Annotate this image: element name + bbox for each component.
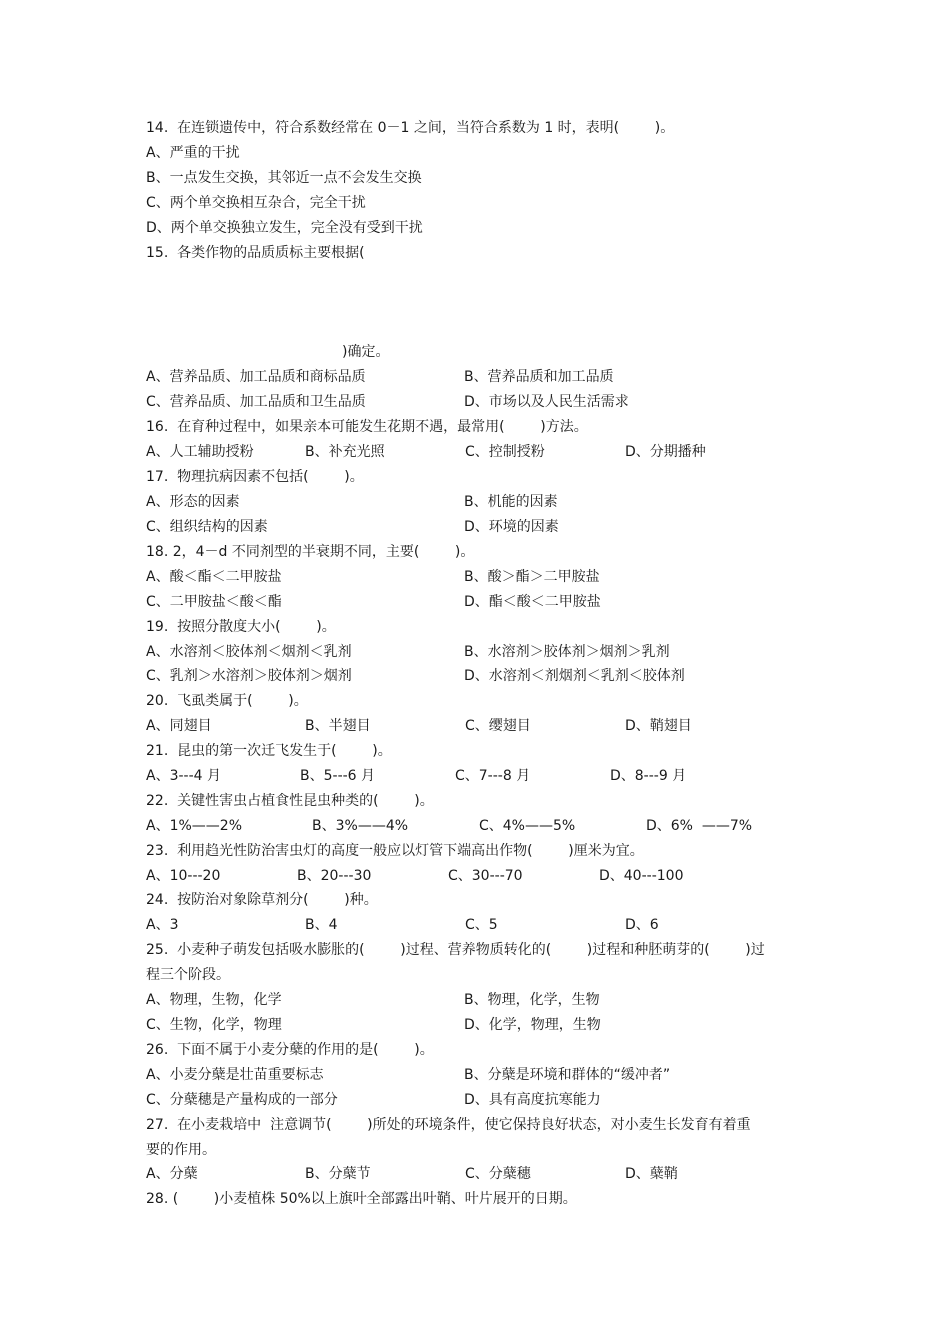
question-17-option-d: D、环境的因素 bbox=[464, 519, 559, 535]
question-15-option-c: C、营养品质、加工品质和卫生品质 bbox=[146, 394, 366, 410]
question-25-stem-continuation: 程三个阶段。 bbox=[146, 967, 230, 983]
question-24-option-c: C、5 bbox=[465, 917, 498, 933]
question-19-option-a: A、水溶剂＜胶体剂＜烟剂＜乳剂 bbox=[146, 644, 352, 660]
question-25-option-b: B、物理，化学，生物 bbox=[464, 992, 600, 1008]
question-16-option-a: A、人工辅助授粉 bbox=[146, 444, 254, 460]
question-20-option-d: D、鞘翅目 bbox=[625, 718, 692, 734]
question-14-stem: 14. 在连锁遗传中，符合系数经常在 0－1 之间，当符合系数为 1 时，表明( )。 bbox=[146, 120, 675, 136]
question-14-option-c: C、两个单交换相互杂合，完全干扰 bbox=[146, 195, 366, 211]
question-26-stem: 26. 下面不属于小麦分蘖的作用的是( )。 bbox=[146, 1042, 434, 1058]
question-15-option-d: D、市场以及人民生活需求 bbox=[464, 394, 629, 410]
question-22-option-b: B、3%——4% bbox=[312, 818, 409, 834]
question-15-stem-continuation: )确定。 bbox=[342, 344, 390, 360]
question-17-option-b: B、机能的因素 bbox=[464, 494, 558, 510]
question-21-option-c: C、7---8 月 bbox=[455, 768, 531, 784]
question-23-stem: 23. 利用趋光性防治害虫灯的高度一般应以灯管下端高出作物( )厘米为宜。 bbox=[146, 843, 644, 859]
question-17-stem: 17. 物理抗病因素不包括( )。 bbox=[146, 469, 364, 485]
question-27-stem-continuation: 要的作用。 bbox=[146, 1142, 216, 1158]
question-18-option-a: A、酸＜酯＜二甲胺盐 bbox=[146, 569, 282, 585]
question-27-option-c: C、分蘖穗 bbox=[465, 1166, 531, 1182]
question-18-stem: 18. 2，4－d 不同剂型的半衰期不同，主要( )。 bbox=[146, 544, 475, 560]
question-21-option-d: D、8---9 月 bbox=[610, 768, 687, 784]
question-18-option-b: B、酸＞酯＞二甲胺盐 bbox=[464, 569, 600, 585]
question-27-option-a: A、分蘖 bbox=[146, 1166, 198, 1182]
question-19-option-d: D、水溶剂＜剂烟剂＜乳剂＜胶体剂 bbox=[464, 668, 685, 684]
question-14-option-d: D、两个单交换独立发生，完全没有受到干扰 bbox=[146, 220, 423, 236]
question-16-option-d: D、分期播种 bbox=[625, 444, 706, 460]
question-19-option-b: B、水溶剂＞胶体剂＞烟剂＞乳剂 bbox=[464, 644, 670, 660]
question-23-option-d: D、40---100 bbox=[599, 868, 684, 884]
question-23-option-b: B、20---30 bbox=[297, 868, 372, 884]
question-26-option-d: D、具有高度抗寒能力 bbox=[464, 1092, 601, 1108]
question-20-option-c: C、缨翅目 bbox=[465, 718, 531, 734]
question-24-option-b: B、4 bbox=[305, 917, 338, 933]
question-25-option-a: A、物理，生物，化学 bbox=[146, 992, 282, 1008]
question-21-stem: 21. 昆虫的第一次迁飞发生于( )。 bbox=[146, 743, 392, 759]
question-22-option-c: C、4%——5% bbox=[479, 818, 576, 834]
question-19-option-c: C、乳剂＞水溶剂＞胶体剂＞烟剂 bbox=[146, 668, 352, 684]
question-16-option-c: C、控制授粉 bbox=[465, 444, 545, 460]
question-22-option-a: A、1%——2% bbox=[146, 818, 242, 834]
question-27-stem: 27. 在小麦栽培中 注意调节( )所处的环境条件，使它保持良好状态，对小麦生长发育有着重 bbox=[146, 1117, 751, 1133]
question-22-option-d: D、6% ——7% bbox=[646, 818, 753, 834]
question-18-option-c: C、二甲胺盐＜酸＜酯 bbox=[146, 594, 282, 610]
question-20-stem: 20. 飞虱类属于( )。 bbox=[146, 693, 308, 709]
question-17-option-c: C、组织结构的因素 bbox=[146, 519, 268, 535]
question-23-option-c: C、30---70 bbox=[448, 868, 523, 884]
question-24-stem: 24. 按防治对象除草剂分( )种。 bbox=[146, 892, 378, 908]
question-27-option-d: D、蘖鞘 bbox=[625, 1166, 678, 1182]
question-24-option-a: A、3 bbox=[146, 917, 179, 933]
question-26-option-c: C、分蘖穗是产量构成的一部分 bbox=[146, 1092, 338, 1108]
question-27-option-b: B、分蘖节 bbox=[305, 1166, 371, 1182]
question-21-option-a: A、3---4 月 bbox=[146, 768, 221, 784]
question-24-option-d: D、6 bbox=[625, 917, 659, 933]
question-25-option-c: C、生物，化学，物理 bbox=[146, 1017, 282, 1033]
question-19-stem: 19. 按照分散度大小( )。 bbox=[146, 619, 336, 635]
question-26-option-b: B、分蘖是环境和群体的“缓冲者” bbox=[464, 1067, 671, 1083]
question-15-option-a: A、营养品质、加工品质和商标品质 bbox=[146, 369, 366, 385]
question-16-option-b: B、补充光照 bbox=[305, 444, 385, 460]
question-14-option-a: A、严重的干扰 bbox=[146, 145, 240, 161]
question-17-option-a: A、形态的因素 bbox=[146, 494, 240, 510]
question-23-option-a: A、10---20 bbox=[146, 868, 221, 884]
question-16-stem: 16. 在育种过程中，如果亲本可能发生花期不遇，最常用( )方法。 bbox=[146, 419, 588, 435]
question-15-option-b: B、营养品质和加工品质 bbox=[464, 369, 614, 385]
question-22-stem: 22. 关键性害虫占植食性昆虫种类的( )。 bbox=[146, 793, 434, 809]
question-20-option-b: B、半翅目 bbox=[305, 718, 371, 734]
question-15-stem: 15. 各类作物的品质质标主要根据( bbox=[146, 245, 365, 261]
question-26-option-a: A、小麦分蘖是壮苗重要标志 bbox=[146, 1067, 324, 1083]
question-21-option-b: B、5---6 月 bbox=[300, 768, 376, 784]
question-25-stem: 25. 小麦种子萌发包括吸水膨胀的( )过程、营养物质转化的( )过程和种胚萌芽的( )过 bbox=[146, 942, 765, 958]
question-28-stem: 28. ( )小麦植株 50%以上旗叶全部露出叶鞘、叶片展开的日期。 bbox=[146, 1191, 577, 1207]
question-25-option-d: D、化学，物理，生物 bbox=[464, 1017, 601, 1033]
question-20-option-a: A、同翅目 bbox=[146, 718, 212, 734]
question-18-option-d: D、酯＜酸＜二甲胺盐 bbox=[464, 594, 601, 610]
question-14-option-b: B、一点发生交换，其邻近一点不会发生交换 bbox=[146, 170, 422, 186]
